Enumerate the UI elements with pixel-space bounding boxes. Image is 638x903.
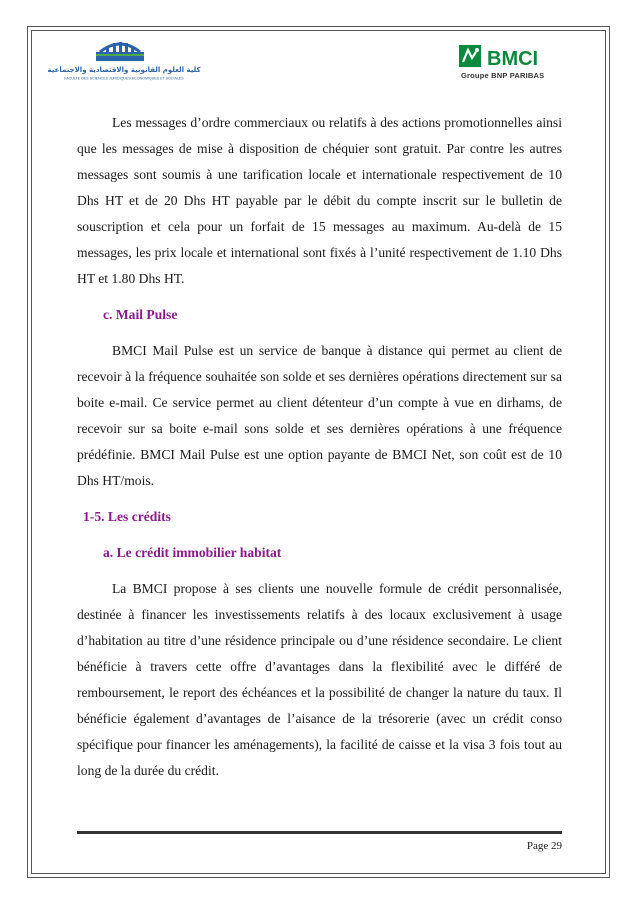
bmci-group-label: Groupe BNP PARIBAS	[461, 71, 545, 80]
faculty-emblem-icon	[94, 38, 146, 62]
svg-text:FACULTE DES SCIENCES JURIDIQUE: FACULTE DES SCIENCES JURIDIQUES ECONOMIQUES ET SOCIALES	[64, 76, 184, 81]
heading-credits: 1-5. Les crédits	[83, 509, 171, 524]
paragraph-mail-pulse: BMCI Mail Pulse est un service de banque à distance qui permet au client de recevoir à la fréquence souhaitée son solde et ses dernières opérations directement sur sa boite e-mail. Ce service permet au client détenteur d’un compte à vue en dirhams, de recevoir sur sa boite e-mail sons solde et ses dernières opérations à une fréquence prédéfinie. BMCI Mail Pulse est une option payante de BMCI Net, son coût est de 10 Dhs HT/mois.	[77, 343, 562, 488]
page-number: Page 29	[526, 840, 562, 852]
heading-mail-pulse: c. Mail Pulse	[103, 307, 178, 322]
paragraph-sms-pricing: Les messages d’ordre commerciaux ou relatifs à des actions promotionnelles ainsi que les messages de mise à disposition de chéquier sont gratuit. Par contre les autres messages sont soumis à une tarification locale et internationale respectivement de 10 Dhs HT et de 20 Dhs HT payable par le débit du compte inscrit sur le bulletin de souscription et cela pour un forfait de 15 messages au maximum. Au-delà de 15 messages, les prix locale et international sont fixés à l’unité respectivement de 1.10 Dhs HT et 1.80 Dhs HT.	[77, 115, 562, 286]
faculty-logo	[47, 38, 201, 86]
faculty-latin-name	[64, 75, 184, 81]
svg-text:BMCI: BMCI	[487, 48, 539, 70]
heading-credit-immobilier: a. Le crédit immobilier habitat	[103, 545, 282, 560]
bmci-logo	[455, 42, 565, 86]
faculty-arabic-name	[47, 65, 201, 74]
footer-divider	[77, 831, 562, 834]
svg-text:كلية العلوم القانونية والاقتصا: كلية العلوم القانونية والاقتصادية والاجتماعية	[47, 66, 201, 74]
document-body	[77, 110, 562, 784]
paragraph-credit-immobilier: La BMCI propose à ses clients une nouvelle formule de crédit personnalisée, destinée à financer les investissements relatifs à des locaux exclusivement à usage d’habitation au titre d’une résidence principale ou d’une résidence secondaire. Le client bénéficie à travers cette offre d’avantages dans la flexibilité avec le différé de remboursement, le report des échéances et la possibilité de changer la nature du taux. Il bénéficie également d’avantages de l’aisance de la trésorerie (avec un crédit conso spécifique pour financer les aménagements), la facilité de caisse et la visa 3 fois tout au long de la durée du crédit.	[77, 581, 562, 778]
bmci-brand-mark	[455, 42, 565, 72]
